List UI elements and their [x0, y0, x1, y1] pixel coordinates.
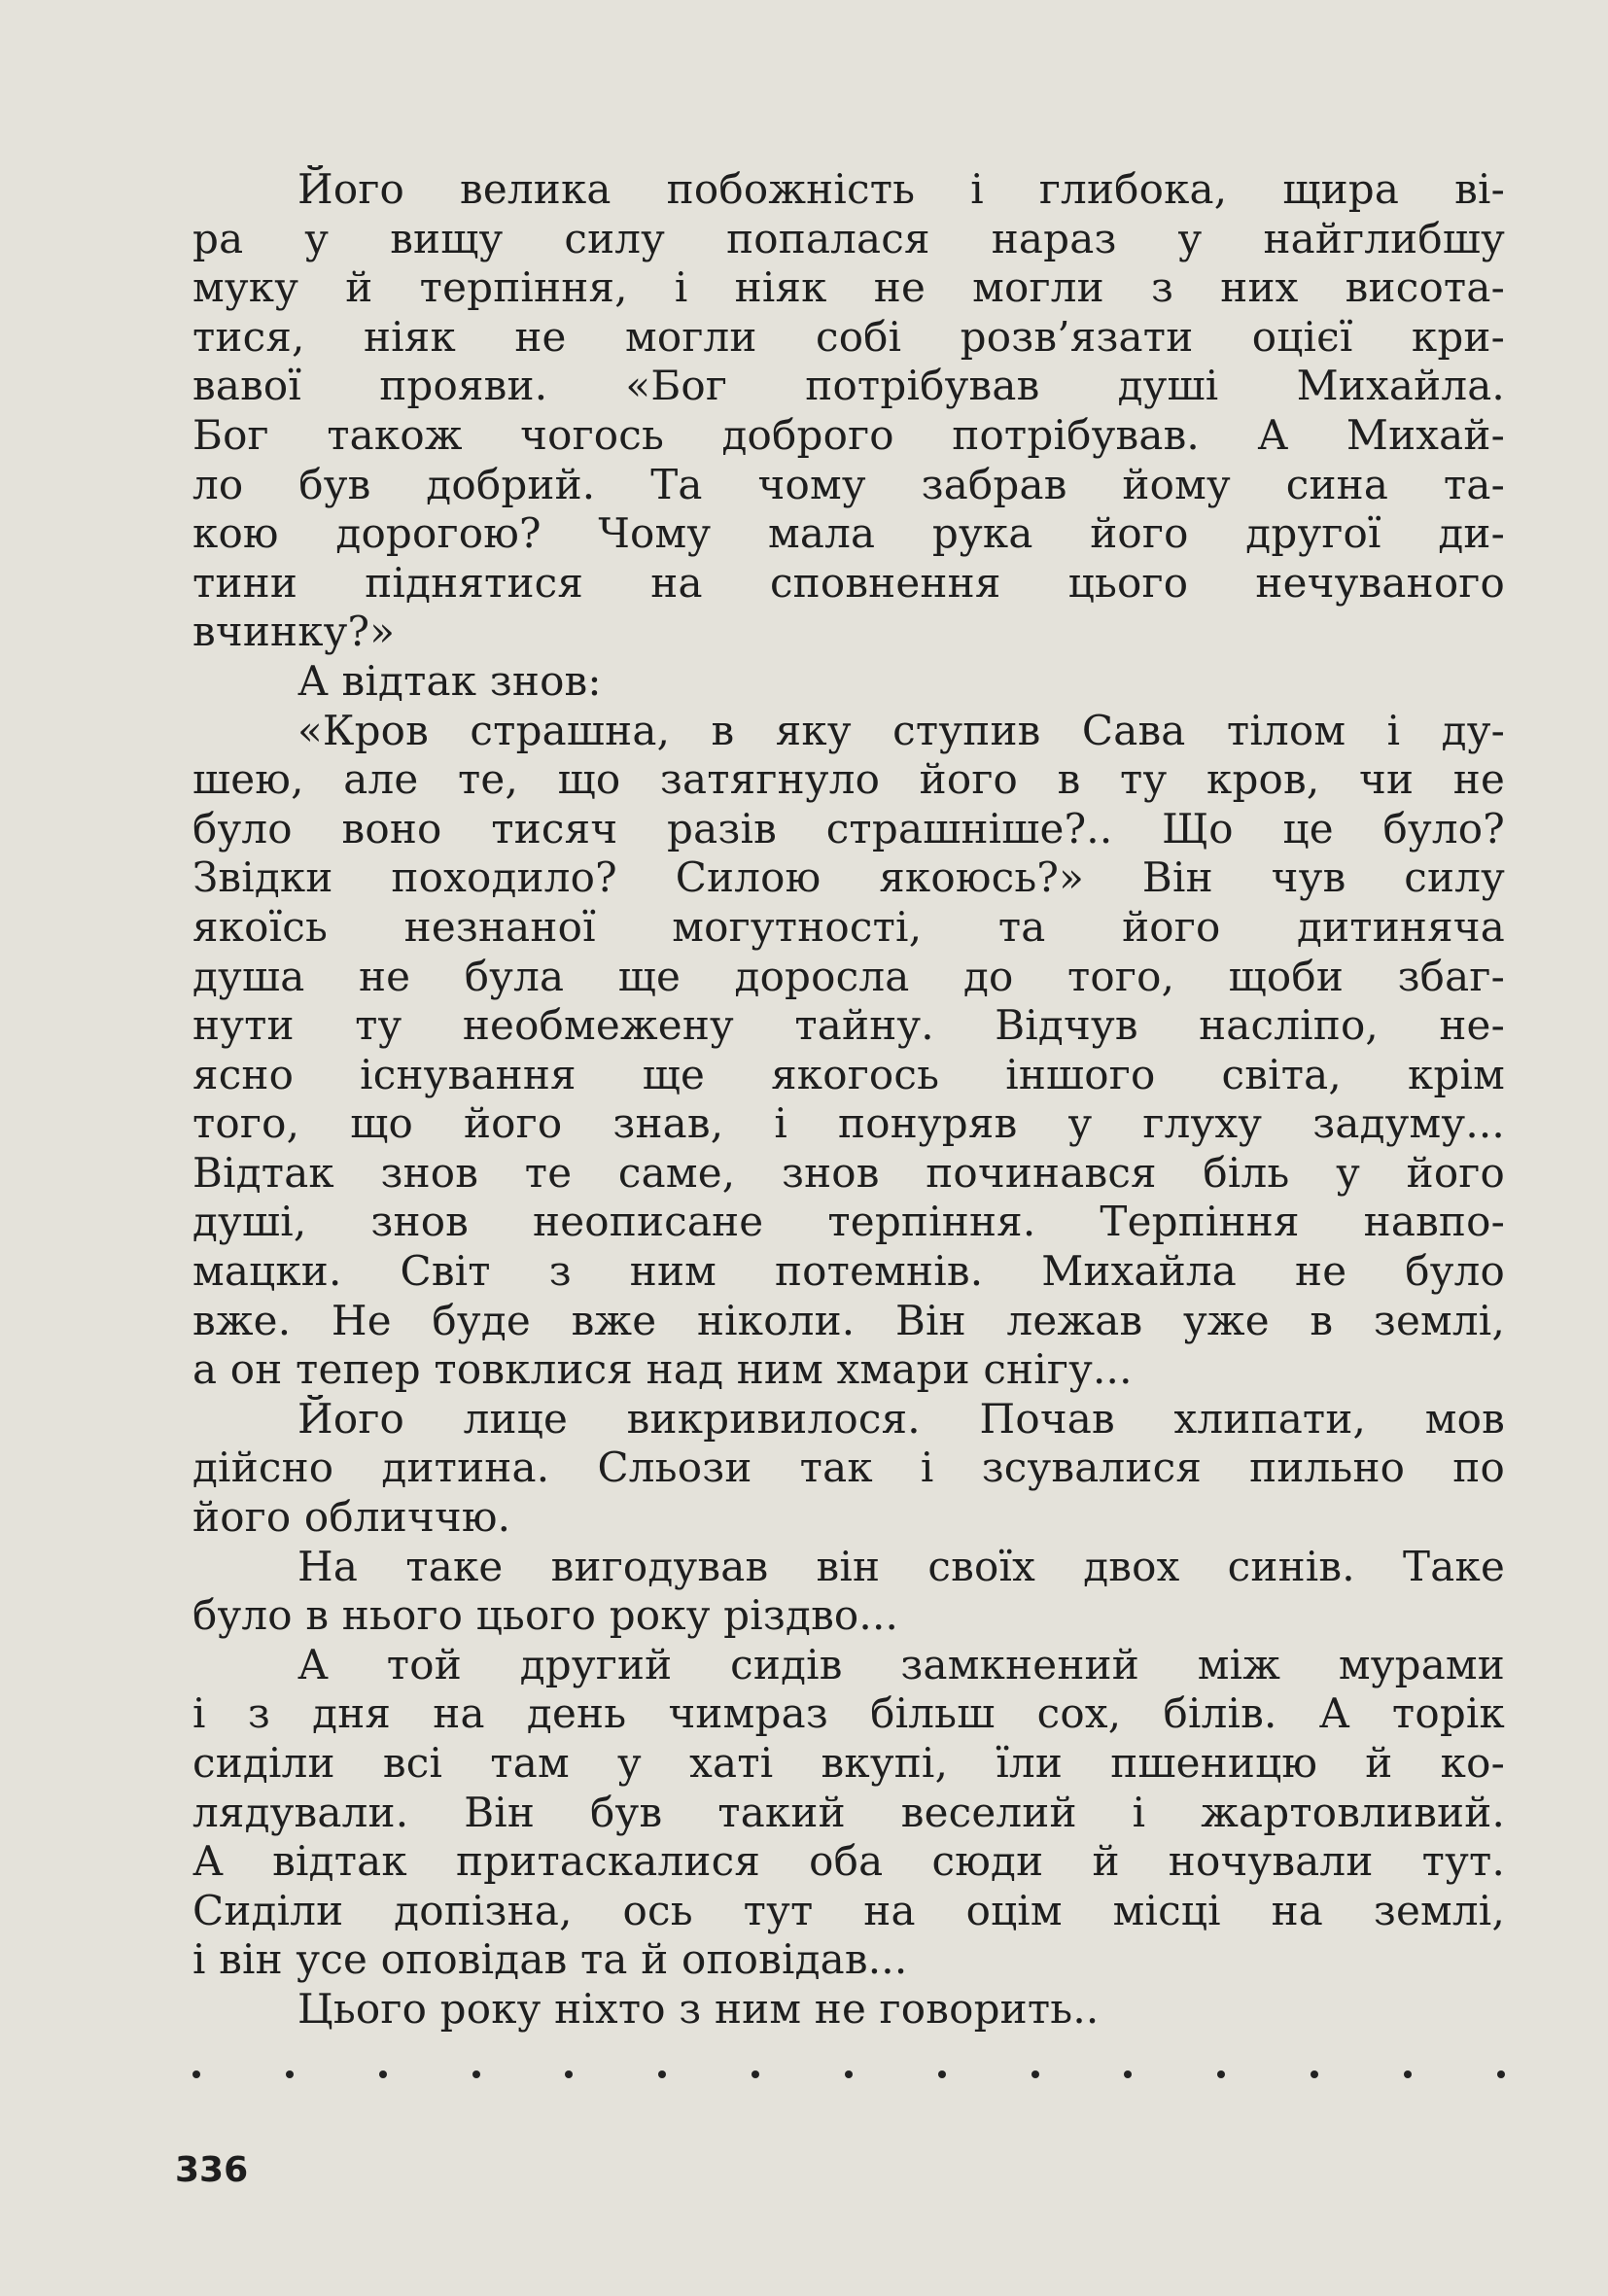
text-line: душа не була ще доросла до того, щоби збаг- [192, 952, 1505, 1000]
text-line: того, що його знав, і понуряв у глуху задуму... [192, 1099, 1505, 1148]
separator-dot [286, 2070, 294, 2078]
section-separator [192, 2070, 1505, 2078]
text-line: Відтак знов те саме, знов починався біль у його [192, 1148, 1505, 1197]
separator-dot [938, 2070, 946, 2078]
text-line: і він усе оповідав та й оповідав... [192, 1935, 908, 1984]
separator-dot [845, 2070, 853, 2078]
text-line: Цього року ніхто з ним не говорить.. [297, 1984, 1100, 2033]
text-line: Його велика побожність і глибока, щира ві- [297, 165, 1505, 213]
text-line: Бог також чогось доброго потрібував. А Михай- [192, 410, 1505, 459]
separator-dot [1497, 2070, 1505, 2078]
text-line: вже. Не буде вже ніколи. Він лежав уже в землі, [192, 1296, 1505, 1344]
body-text [192, 165, 1505, 2035]
text-line: а он тепер товклися над ним хмари снігу... [192, 1345, 1133, 1394]
separator-dot [1311, 2070, 1318, 2078]
page-number: 336 [175, 2150, 249, 2190]
text-line: А відтак знов: [297, 656, 602, 705]
separator-dot [565, 2070, 573, 2078]
text-line: Звідки походило? Силою якоюсь?» Він чув силу [192, 853, 1505, 902]
text-line: «Кров страшна, в яку ступив Сава тілом і ду- [297, 706, 1505, 754]
text-line: дійсно дитина. Сльози так і зсувалися пильно по [192, 1444, 1505, 1492]
text-line: лядували. Він був такий веселий і жартовливий. [192, 1788, 1505, 1836]
text-line: було в нього цього року різдво... [192, 1591, 899, 1640]
separator-dot [658, 2070, 666, 2078]
text-line: ясно існування ще якогось іншого світа, крім [192, 1050, 1505, 1098]
text-line: Сиділи допізна, ось тут на оцім місці на землі, [192, 1886, 1505, 1934]
separator-dot [379, 2070, 387, 2078]
text-line: тися, ніяк не могли собі розв’язати оцієї кри- [192, 312, 1505, 361]
separator-dot [472, 2070, 480, 2078]
text-line: тини піднятися на сповнення цього нечуваного [192, 558, 1505, 607]
text-line: кою дорогою? Чому мала рука його другої ди- [192, 509, 1505, 558]
text-line: було воно тисяч разів страшніше?.. Що це було? [192, 804, 1505, 852]
separator-dot [1404, 2070, 1412, 2078]
text-line: мацки. Світ з ним потемнів. Михайла не було [192, 1247, 1505, 1296]
text-line: вавої прояви. «Бог потрібував душі Михайла. [192, 362, 1505, 410]
text-line: ра у вищу силу попалася нараз у найглибшу [192, 214, 1505, 262]
text-line: і з дня на день чимраз більш сох, білів. А торік [192, 1689, 1505, 1738]
text-line: сиділи всі там у хаті вкупі, їли пшеницю й ко- [192, 1739, 1505, 1787]
text-line: ло був добрий. Та чому забрав йому сина та- [192, 460, 1505, 508]
text-line: його обличчю. [192, 1493, 511, 1542]
text-line: шею, але те, що затягнуло його в ту кров, чи не [192, 755, 1505, 804]
text-line: якоїсь незнаної могутності, та його дитиняча [192, 902, 1505, 951]
text-line: Його лице викривилося. Почав хлипати, мов [297, 1394, 1505, 1443]
text-line: душі, знов неописане терпіння. Терпіння навпо- [192, 1198, 1505, 1246]
separator-dot [1031, 2070, 1039, 2078]
text-line: А той другий сидів замкнений між мурами [297, 1640, 1505, 1688]
text-line: На таке вигодував він своїх двох синів. Таке [297, 1542, 1505, 1590]
separator-dot [1124, 2070, 1132, 2078]
text-line: нути ту необмежену тайну. Відчув насліпо, не- [192, 1001, 1505, 1050]
separator-dot [192, 2070, 200, 2078]
separator-dot [1217, 2070, 1225, 2078]
text-line: вчинку?» [192, 608, 396, 656]
text-line: муку й терпіння, і ніяк не могли з них висота- [192, 263, 1505, 312]
separator-dot [752, 2070, 759, 2078]
text-line: А відтак притаскалися оба сюди й ночували тут. [192, 1837, 1505, 1886]
